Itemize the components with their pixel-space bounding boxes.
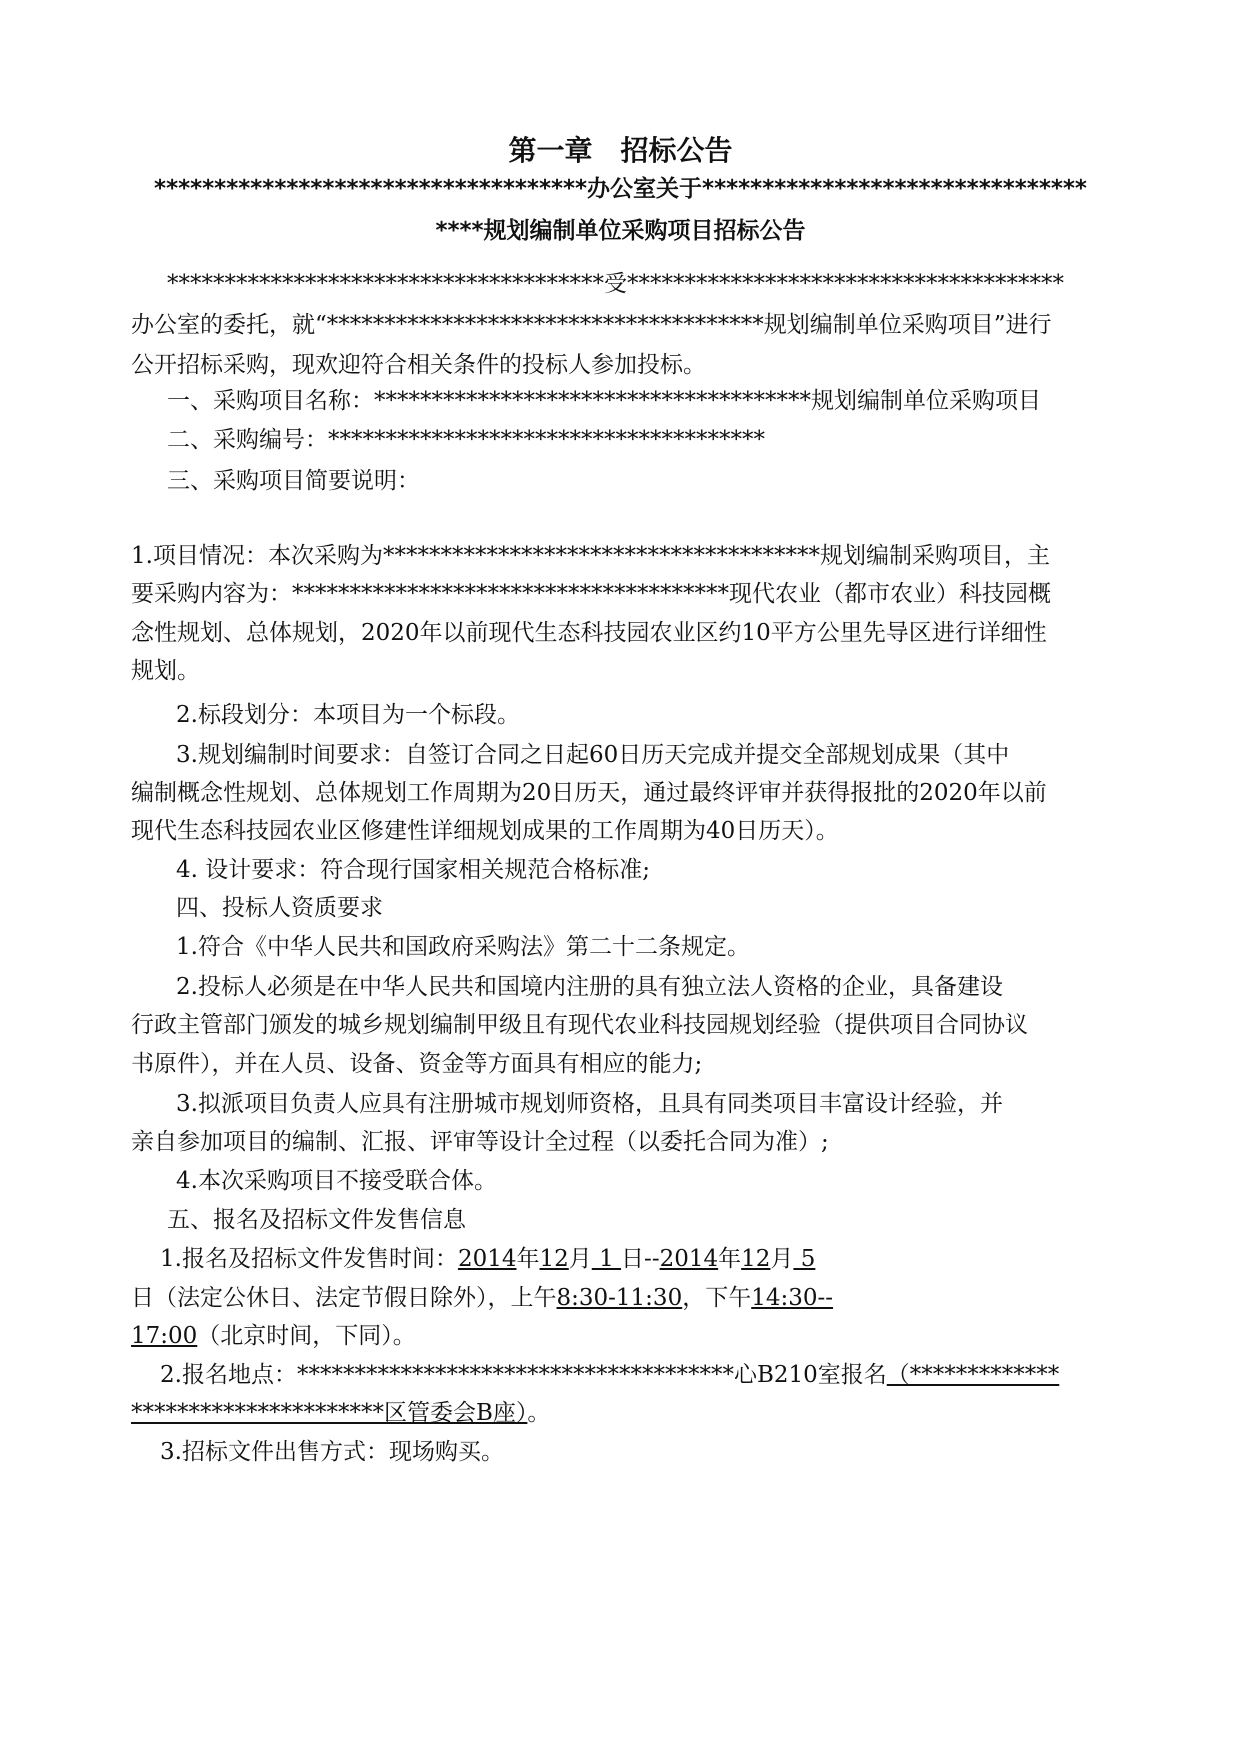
qualification-3-line-1: 3.拟派项目负责人应具有注册城市规划师资格，且具有同类项目丰富设计经验，并 <box>176 1091 1003 1117</box>
intro-line-2: 办公室的委托，就“**************************************规划编制单位采购项目”进行 <box>131 312 1052 338</box>
afternoon-hours-start: 14:30-- <box>751 1285 834 1311</box>
beijing-time-note: （北京时间，下同）。 <box>197 1323 416 1349</box>
registration-time-line-1 <box>160 1244 1140 1274</box>
item-1-line-2: 要采购内容为：**************************************现代农业（都市农业）科技园概 <box>131 581 1051 607</box>
end-day: 5 <box>793 1246 816 1272</box>
item-4: 4. 设计要求：符合现行国家相关规范合格标准; <box>176 857 651 883</box>
registration-location-line-2 <box>131 1398 1111 1428</box>
month-char: 月 <box>568 1246 592 1272</box>
item-3-line-1: 3.规划编制时间要求：自签订合同之日起60日历天完成并提交全部规划成果（其中 <box>176 742 1010 768</box>
afternoon-label: ，下午 <box>682 1285 752 1311</box>
registration-time-line-2 <box>131 1283 1111 1313</box>
section-4-heading: 四、投标人资质要求 <box>176 895 383 921</box>
registration-time-line-3 <box>131 1321 1111 1351</box>
item-1-line-1: 1.项目情况：本次采购为**************************************规划编制采购项目，主 <box>131 543 1050 569</box>
qualification-4: 4.本次采购项目不接受联合体。 <box>176 1168 497 1194</box>
intro-line-3: 公开招标采购，现欢迎符合相关条件的投标人参加投标。 <box>131 352 706 378</box>
day-separator: 日-- <box>621 1246 660 1272</box>
item-2: 2.标段划分：本项目为一个标段。 <box>176 702 520 728</box>
qualification-2-line-3: 书原件），并在人员、设备、资金等方面具有相应的能力; <box>131 1051 703 1077</box>
end-month: 12 <box>741 1246 771 1272</box>
registration-hours-label: 日（法定公休日、法定节假日除外），上午 <box>131 1285 557 1311</box>
morning-hours: 8:30-11:30 <box>556 1285 683 1311</box>
section-1-project-name: 一、采购项目名称：**************************************规划编制单位采购项目 <box>167 388 1041 414</box>
qualification-2-line-1: 2.投标人必须是在中华人民共和国境内注册的具有独立法人资格的企业，具备建设 <box>176 974 1003 1000</box>
notice-title-line-2: ****规划编制单位采购项目招标公告 <box>435 218 806 244</box>
item-3-line-2: 编制概念性规划、总体规划工作周期为20日历天，通过最终评审并获得报批的2020年以前 <box>131 780 1047 806</box>
section-2-procurement-number: 二、采购编号：************************************** <box>167 427 765 453</box>
year-char: 年 <box>718 1246 742 1272</box>
qualification-2-line-2: 行政主管部门颁发的城乡规划编制甲级且有现代农业科技园规划经验（提供项目合同协议 <box>131 1012 1028 1038</box>
qualification-3-line-2: 亲自参加项目的编制、汇报、评审等设计全过程（以委托合同为准）; <box>131 1129 829 1155</box>
section-3-heading: 三、采购项目简要说明： <box>167 468 420 494</box>
registration-location-label: 2.报名地点：**************************************心B210室报名 <box>160 1362 887 1388</box>
registration-time-label: 1.报名及招标文件发售时间： <box>160 1246 458 1272</box>
month-char: 月 <box>770 1246 794 1272</box>
intro-line-1: **************************************受************************************** <box>167 271 1064 297</box>
start-year: 2014 <box>457 1246 517 1272</box>
start-day: 1 <box>591 1246 622 1272</box>
end-year: 2014 <box>659 1246 719 1272</box>
chapter-title: 第一章 招标公告 <box>508 134 733 167</box>
start-month: 12 <box>539 1246 569 1272</box>
item-1-line-3: 念性规划、总体规划，2020年以前现代生态科技园农业区约10平方公里先导区进行详细性 <box>131 620 1047 646</box>
period: 。 <box>527 1400 551 1426</box>
document-sale-method: 3.招标文件出售方式：现场购买。 <box>160 1439 504 1465</box>
registration-location-line-1 <box>160 1360 1140 1390</box>
registration-location-building: **********************区管委会B座） <box>131 1400 528 1426</box>
item-3-line-3: 现代生态科技园农业区修建性详细规划成果的工作周期为40日历天）。 <box>131 818 839 844</box>
afternoon-hours-end: 17:00 <box>131 1323 198 1349</box>
item-1-line-4: 规划。 <box>131 658 200 684</box>
qualification-1: 1.符合《中华人民共和国政府采购法》第二十二条规定。 <box>176 934 750 960</box>
section-5-heading: 五、报名及招标文件发售信息 <box>167 1207 466 1233</box>
year-char: 年 <box>516 1246 540 1272</box>
registration-location-detail: （************* <box>886 1362 1060 1388</box>
notice-title-line-1: ************************************办公室关于******************************** <box>154 176 1087 202</box>
